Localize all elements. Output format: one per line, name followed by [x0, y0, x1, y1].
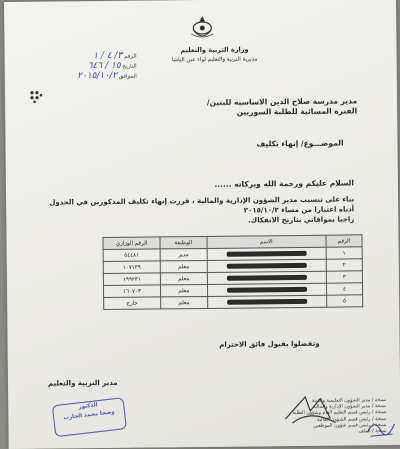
cc-item: نسخة / رئيس قسم التعليم العام وشؤون الطلبة — [292, 410, 387, 417]
ministry-title: وزارة التربية والتعليم — [180, 45, 249, 55]
row-job: مدير — [160, 248, 207, 260]
addressee-line-1: مدير مدرسة صلاح الدين الاساسيه للبنين/ — [206, 96, 358, 107]
body-line-1: بناء على تنسيب مدير الشؤون الإدارية والمالية ، قررت إنهاء تكليف المذكورين في الجدول — [49, 195, 355, 207]
row-number: ١ — [326, 247, 362, 259]
letter-page — [4, 0, 400, 449]
col-name-header: الاسم — [207, 235, 326, 248]
stamp-line-2: وضحا محمد الجارب — [63, 409, 116, 422]
addressee-line-2: الفترة المسائية للطلبة السوريين — [236, 106, 358, 117]
redacted-name — [207, 295, 326, 308]
cc-item: نسخة / مدير الشؤون التعليمية والفنية — [311, 398, 387, 404]
cc-item: نسخة / الملف — [358, 429, 387, 435]
official-stamp — [52, 397, 127, 437]
closing-line: وتفضلوا بقبول فائق الاحترام — [219, 339, 320, 349]
row-id: ١٩٩٢٣١ — [103, 273, 160, 286]
row-number: ٥ — [326, 295, 362, 307]
dots-logo-icon — [29, 90, 43, 104]
subject-line: الموضـــوع/ إنهاء تكليف — [256, 138, 344, 149]
row-id: ٥٤٤٨١ — [103, 249, 160, 262]
signatory-title-line-1: مدير التربية والتعليم — [47, 378, 118, 388]
reference-hijri: الموافق ٢٠١٥/١٠/٢ — [77, 70, 137, 82]
body-paragraph — [49, 194, 354, 227]
greeting: السلام عليكم ورحمة الله وبركاته ...... — [214, 178, 354, 189]
cc-item: نسخة / رئيس قسم الشؤون المالية — [316, 416, 387, 423]
row-number: ٣ — [326, 271, 362, 283]
row-id: ١٦٠٧٠٣ — [103, 285, 160, 298]
row-id: ١٠٧١٣٩ — [103, 261, 160, 274]
row-number: ٢ — [326, 259, 362, 271]
cc-item: نسخة / مدير الشؤون الإدارية والمالية — [312, 404, 387, 411]
royal-crest-icon — [187, 14, 217, 44]
col-id-header: الرقم الوزاري — [103, 237, 160, 250]
body-line-2: أدناه اعتبارا من مساء ٢٠١٥/١٠/٢ — [243, 205, 355, 215]
reference-block — [45, 51, 137, 82]
reference-date: التاريخ ١٥ / ٦٤٦ — [87, 60, 137, 72]
body-line-3: راجيا بموافاتي بتاريخ الانفكاك. — [248, 215, 355, 225]
cc-list — [292, 398, 386, 436]
row-number: ٤ — [326, 283, 362, 295]
row-job: معلم — [161, 296, 208, 308]
row-id: خارج — [104, 297, 161, 310]
row-job: معلم — [160, 260, 207, 272]
directorate-name: مديرية التربية والتعليم لواء عين الباشا — [171, 56, 258, 64]
addressee — [207, 96, 357, 118]
cc-item: نسخة / رئيس قسم شؤون الموظفين — [313, 422, 387, 429]
table-row — [104, 295, 363, 310]
col-number-header: الرقم — [326, 235, 362, 247]
col-job-header: الوظيفة — [160, 236, 207, 248]
row-job: معلم — [160, 284, 207, 296]
staff-table — [102, 234, 363, 310]
reference-number: الرقم ٣/ ٤ / ١ — [93, 50, 137, 62]
signatory-title — [48, 379, 118, 389]
row-job: معلم — [160, 272, 207, 284]
stamp-line-1: الدكتور — [78, 402, 98, 411]
